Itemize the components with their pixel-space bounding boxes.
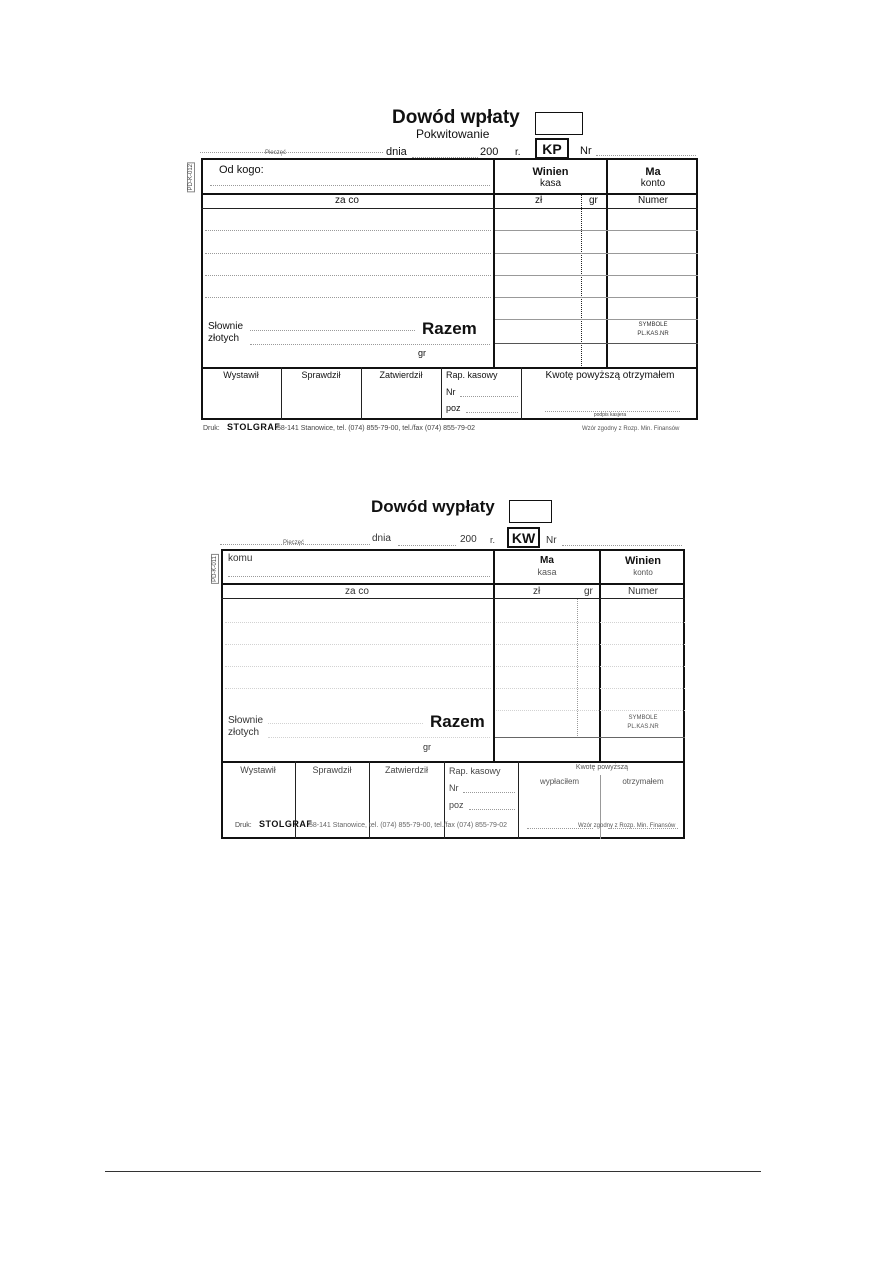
symbols-line2: PL.KAS.NR: [627, 724, 659, 730]
title-box[interactable]: [535, 112, 583, 135]
gr-bottom-label: gr: [418, 348, 427, 358]
approved-by-box[interactable]: Zatwierdził: [379, 370, 423, 380]
stamp-label: Pieczęć: [283, 540, 305, 546]
doc-code: KW: [511, 530, 536, 546]
form-title: Dowód wypłaty: [371, 497, 495, 516]
doc-code: KP: [542, 141, 562, 157]
print-address: 58-141 Stanowice, tel. (074) 855-79-00, tel./fax (074) 855-79-02: [309, 822, 508, 829]
received-label: Kwotę powyższą otrzymałem: [545, 370, 675, 381]
print-prefix: Druk:: [203, 425, 220, 432]
party-field[interactable]: [210, 185, 490, 186]
nr-label: Nr: [580, 145, 592, 157]
form-subtitle: Pokwitowanie: [416, 127, 490, 141]
party-label: komu: [228, 553, 253, 564]
print-note: Wzór zgodny z Rozp. Min. Finansów: [578, 823, 676, 829]
report-label: Rap. kasowy: [449, 766, 501, 776]
date-label: dnia: [372, 533, 391, 544]
print-note: Wzór zgodny z Rozp. Min. Finansów: [582, 426, 680, 432]
symbols-line1: SYMBOLE: [638, 322, 668, 328]
side-code: PD-K-011: [212, 556, 218, 582]
number-label: Numer: [637, 195, 668, 206]
report-nr: Nr: [446, 387, 456, 397]
in-words-label: Słownie: [228, 715, 264, 726]
gr-label: gr: [584, 586, 593, 597]
total-label: Razem: [422, 319, 477, 338]
report-label: Rap. kasowy: [446, 370, 498, 380]
checked-by-box[interactable]: Sprawdził: [312, 765, 352, 775]
approved-by-box[interactable]: Zatwierdził: [384, 765, 428, 775]
checked-by-box[interactable]: Sprawdził: [301, 370, 341, 380]
zl-label: zł: [535, 195, 543, 206]
year-label: 200: [460, 534, 477, 545]
print-address: 58-141 Stanowice, tel. (074) 855-79-00, tel./fax (074) 855-79-02: [277, 425, 476, 432]
col1-title: Ma: [540, 555, 554, 566]
nr-field[interactable]: [596, 155, 696, 156]
report-poz: poz: [446, 403, 461, 413]
stamp-label: Pieczęć: [265, 150, 287, 156]
nr-label: Nr: [546, 535, 557, 546]
page-footer-rule: [105, 1171, 761, 1172]
col1-sub: kasa: [539, 178, 562, 189]
print-prefix: Druk:: [235, 822, 252, 829]
symbols-line1: SYMBOLE: [628, 715, 658, 721]
paid-label: wypłaciłem: [539, 777, 580, 786]
year-suffix: r.: [515, 147, 521, 158]
year-suffix: r.: [490, 535, 496, 545]
report-poz: poz: [449, 800, 464, 810]
party-field[interactable]: [228, 576, 490, 577]
form-title: Dowód wpłaty: [392, 107, 520, 128]
year-label: 200: [480, 146, 499, 158]
title-box[interactable]: [509, 500, 552, 523]
col2-sub: konto: [633, 568, 653, 577]
doc-code-box: [535, 138, 569, 159]
number-label: Numer: [627, 586, 658, 597]
in-words-label: Słownie: [208, 321, 244, 332]
doc-code-box: [507, 527, 540, 548]
gr-label: gr: [589, 195, 598, 206]
print-brand: STOLGRAF: [259, 819, 313, 829]
form-kw: [0, 450, 893, 850]
zlotych-label: złotych: [208, 333, 240, 344]
col2-sub: konto: [640, 178, 666, 189]
cashier-sign-label: podpis kasjera: [593, 412, 627, 418]
side-code: PD-K-012: [188, 164, 194, 191]
report-nr: Nr: [449, 783, 459, 793]
party-label: Od kogo:: [219, 164, 264, 176]
total-label: Razem: [430, 712, 485, 731]
zl-label: zł: [533, 586, 541, 597]
for-what-label: za co: [335, 195, 359, 206]
form-kp: [0, 0, 893, 450]
nr-field[interactable]: [562, 545, 682, 546]
for-what-label: za co: [345, 586, 369, 597]
col2-title: Winien: [625, 555, 661, 567]
received-label: Kwotę powyższą: [575, 764, 629, 771]
col2-title: Ma: [645, 166, 661, 178]
zlotych-label: złotych: [228, 727, 260, 738]
col1-sub: kasa: [537, 567, 557, 577]
symbols-line2: PL.KAS.NR: [637, 331, 669, 337]
issued-by-box[interactable]: Wystawił: [240, 765, 276, 775]
date-label: dnia: [386, 146, 407, 158]
issued-by-box[interactable]: Wystawił: [223, 370, 259, 380]
gr-bottom-label: gr: [423, 742, 432, 752]
col1-title: Winien: [532, 166, 569, 178]
print-brand: STOLGRAF: [227, 422, 281, 432]
got-label: otrzymałem: [622, 777, 664, 786]
